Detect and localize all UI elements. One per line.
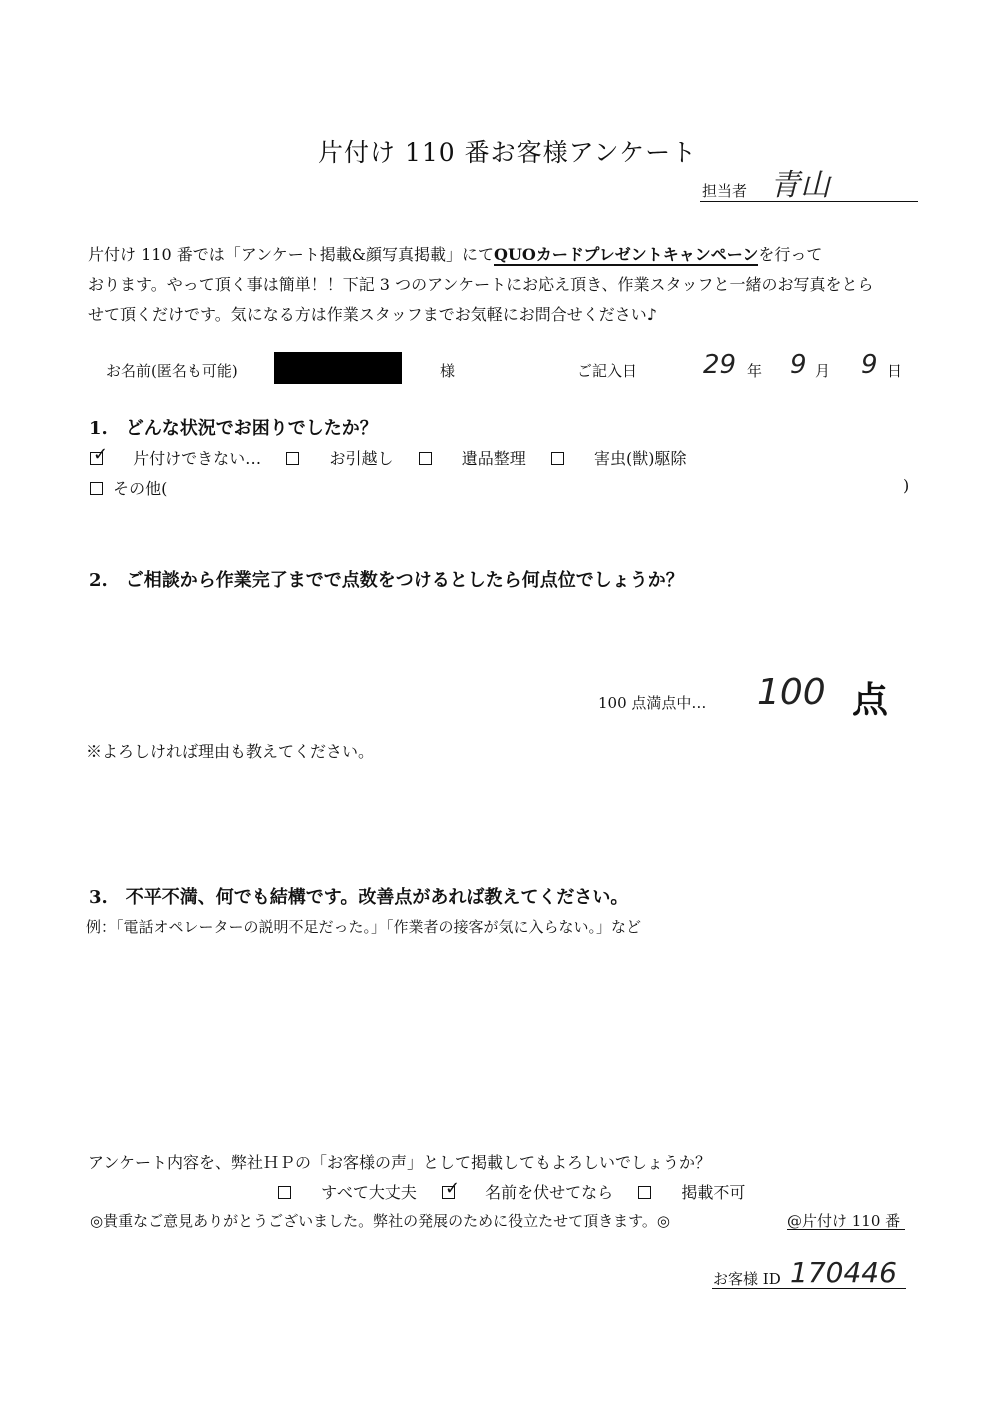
score-prefix: 100 点満点中… [598,694,707,712]
intro-line-2: おります。やって頂く事は簡単！！下記 3 つのアンケートにお応え頂き、作業スタッフと一緒のお写真をとら [88,275,874,294]
intro-text-a: 片付け 110 番では「アンケート掲載&顔写真掲載」にて [88,245,494,264]
date-label: ご記入日 [577,362,638,380]
q1-other[interactable] [90,476,167,499]
campaign-name: QUOカードプレゼントキャンペーン [494,245,759,264]
intro-line-3: せて頂くだけです。気になる方は作業スタッフまでお気軽にお問合せください♪ [88,305,657,324]
staff-signature: 青山 [770,168,830,203]
checkbox-icon[interactable] [442,1178,461,1199]
score-value: 100 [757,672,826,713]
publish-question: アンケート内容を、弊社ＨＰの「お客様の声」として掲載してもよろしいでしょうか？ [88,1153,712,1172]
checkbox-icon[interactable] [90,444,109,465]
page-title: 片付け 110 番お客様アンケート [318,138,698,167]
name-suffix: 様 [440,362,456,380]
date-day: 9 [861,350,878,380]
q1-options [90,446,707,469]
checkbox-icon[interactable] [638,1186,651,1199]
publish-options [278,1180,765,1203]
checkbox-icon[interactable] [278,1186,291,1199]
day-unit: 日 [887,362,903,380]
month-unit: 月 [815,362,831,380]
date-month: 9 [790,350,807,380]
reason-prompt: ※よろしければ理由も教えてください。 [86,742,375,761]
name-label: お名前(匿名も可能) [106,362,238,380]
checkbox-icon[interactable] [551,452,564,465]
brand-underline [787,1229,905,1230]
customer-id-underline [712,1288,906,1289]
q2-title: 2. ご相談から作業完了までで点数をつけるとしたら何点位でしょうか？ [89,570,684,591]
customer-id-value: 170446 [790,1256,897,1289]
intro-line-1 [88,242,822,265]
q1-option-2[interactable]: お引越し [286,449,393,468]
q1-option-1[interactable]: ✓ 片付けできない… [90,449,261,468]
checkbox-icon[interactable] [286,452,299,465]
checkmark-icon: ✓ [93,444,109,465]
staff-underline [700,201,918,202]
q3-title: 3. 不平不満、何でも結構です。改善点があれば教えてください。 [89,887,629,908]
q1-option-4[interactable]: 害虫(獣)駆除 [551,449,687,468]
checkbox-icon[interactable] [90,482,103,495]
staff-label: 担当者 [702,182,748,200]
checkbox-icon[interactable] [419,452,432,465]
q1-option-3[interactable]: 遺品整理 [419,449,526,468]
year-unit: 年 [747,362,763,380]
brand-mark: @片付け 110 番 [787,1212,901,1230]
q1-other-close: ) [903,476,910,495]
q1-other-label: その他( [113,479,168,498]
q1-title: 1. どんな状況でお困りでしたか？ [89,418,378,439]
intro-text-b: を行って [758,245,823,264]
redacted-name [274,352,402,384]
publish-option-1[interactable]: すべて大丈夫 [278,1183,417,1202]
checkmark-icon: ✓ [444,1178,461,1199]
publish-option-3[interactable]: 掲載不可 [638,1183,745,1202]
thanks-message: ◎貴重なご意見ありがとうございました。弊社の発展のために役立たせて頂きます。◎ [90,1212,670,1230]
publish-option-2[interactable]: ✓ 名前を伏せてなら [442,1183,613,1202]
score-unit: 点 [852,679,889,721]
customer-id-label: お客様 ID [713,1270,781,1288]
date-year: 29 [703,350,737,380]
q3-example: 例：「電話オペレーターの説明不足だった。」「作業者の接客が気に入らない。」など [86,918,642,936]
